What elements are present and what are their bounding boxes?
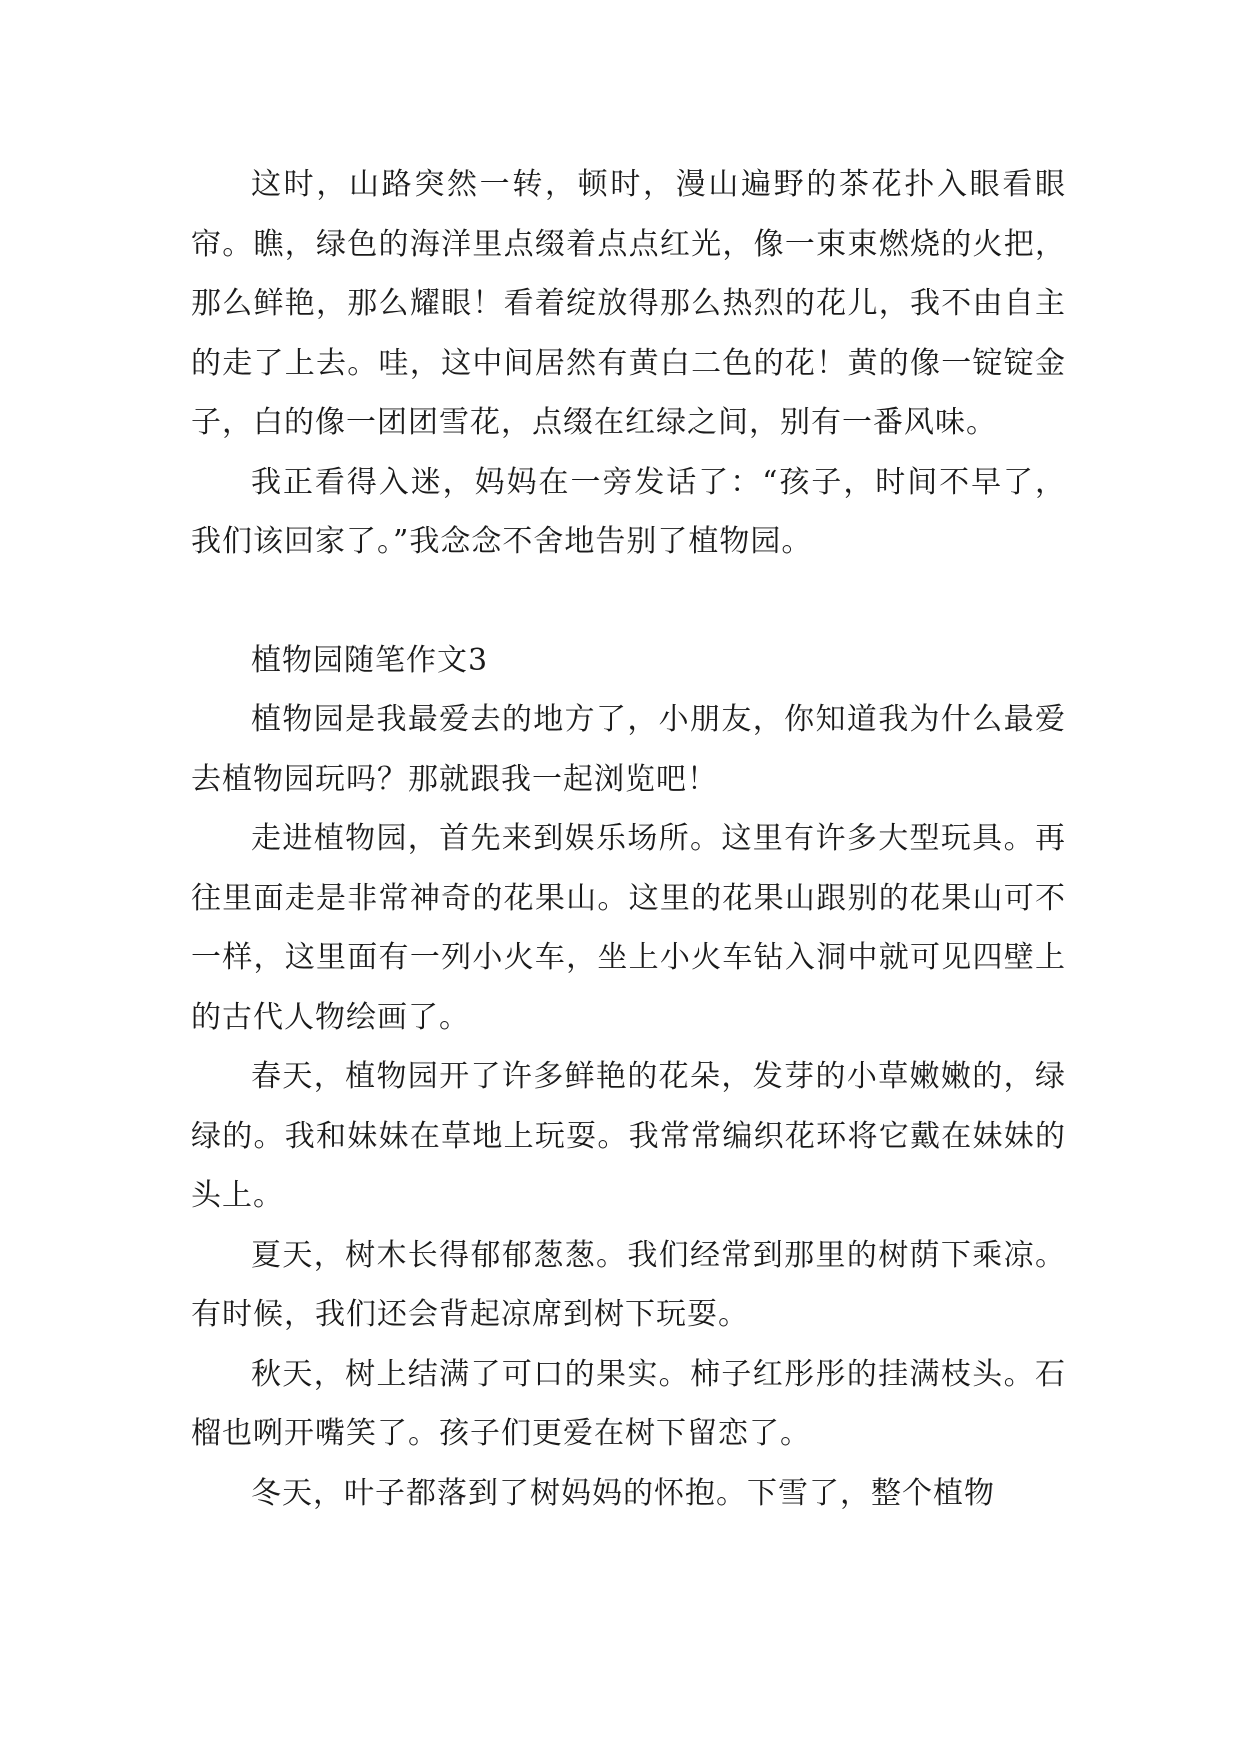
paragraph: 秋天，树上结满了可口的果实。柿子红彤彤的挂满枝头。石榴也咧开嘴笑了。孩子们更爱在树下留恋了。: [191, 1356, 1066, 1451]
paragraph: 植物园是我最爱去的地方了，小朋友，你知道我为什么最爱去植物园玩吗？那就跟我一起浏览吧！: [191, 702, 1066, 797]
paragraph: 夏天，树木长得郁郁葱葱。我们经常到那里的树荫下乘凉。有时候，我们还会背起凉席到树下玩耍。: [191, 1237, 1066, 1332]
paragraph: 春天，植物园开了许多鲜艳的花朵，发芽的小草嫩嫩的，绿绿的。我和妹妹在草地上玩耍。我常常编织花环将它戴在妹妹的头上。: [191, 1059, 1066, 1213]
paragraph: 走进植物园，首先来到娱乐场所。这里有许多大型玩具。再往里面走是非常神奇的花果山。这里的花果山跟别的花果山可不一样，这里面有一列小火车，坐上小火车钻入洞中就可见四壁上的古代人物绘画了。: [191, 821, 1066, 1035]
document-body: [191, 155, 1066, 1523]
paragraph: 我正看得入迷，妈妈在一旁发话了：“孩子，时间不早了，我们该回家了。”我念念不舍地告别了植物园。: [191, 464, 1066, 559]
section-title: 植物园随笔作文3: [251, 642, 489, 678]
paragraph: 这时，山路突然一转，顿时，漫山遍野的茶花扑入眼看眼帘。瞧，绿色的海洋里点缀着点点红光，像一束束燃烧的火把，那么鲜艳，那么耀眼！看着绽放得那么热烈的花儿，我不由自主的走了上去。哇，这中间居然有黄白二色的花！黄的像一锭锭金子，白的像一团团雪花，点缀在红绿之间，别有一番风味。: [191, 167, 1066, 440]
paragraph: 冬天，叶子都落到了树妈妈的怀抱。下雪了，整个植物: [251, 1475, 995, 1511]
